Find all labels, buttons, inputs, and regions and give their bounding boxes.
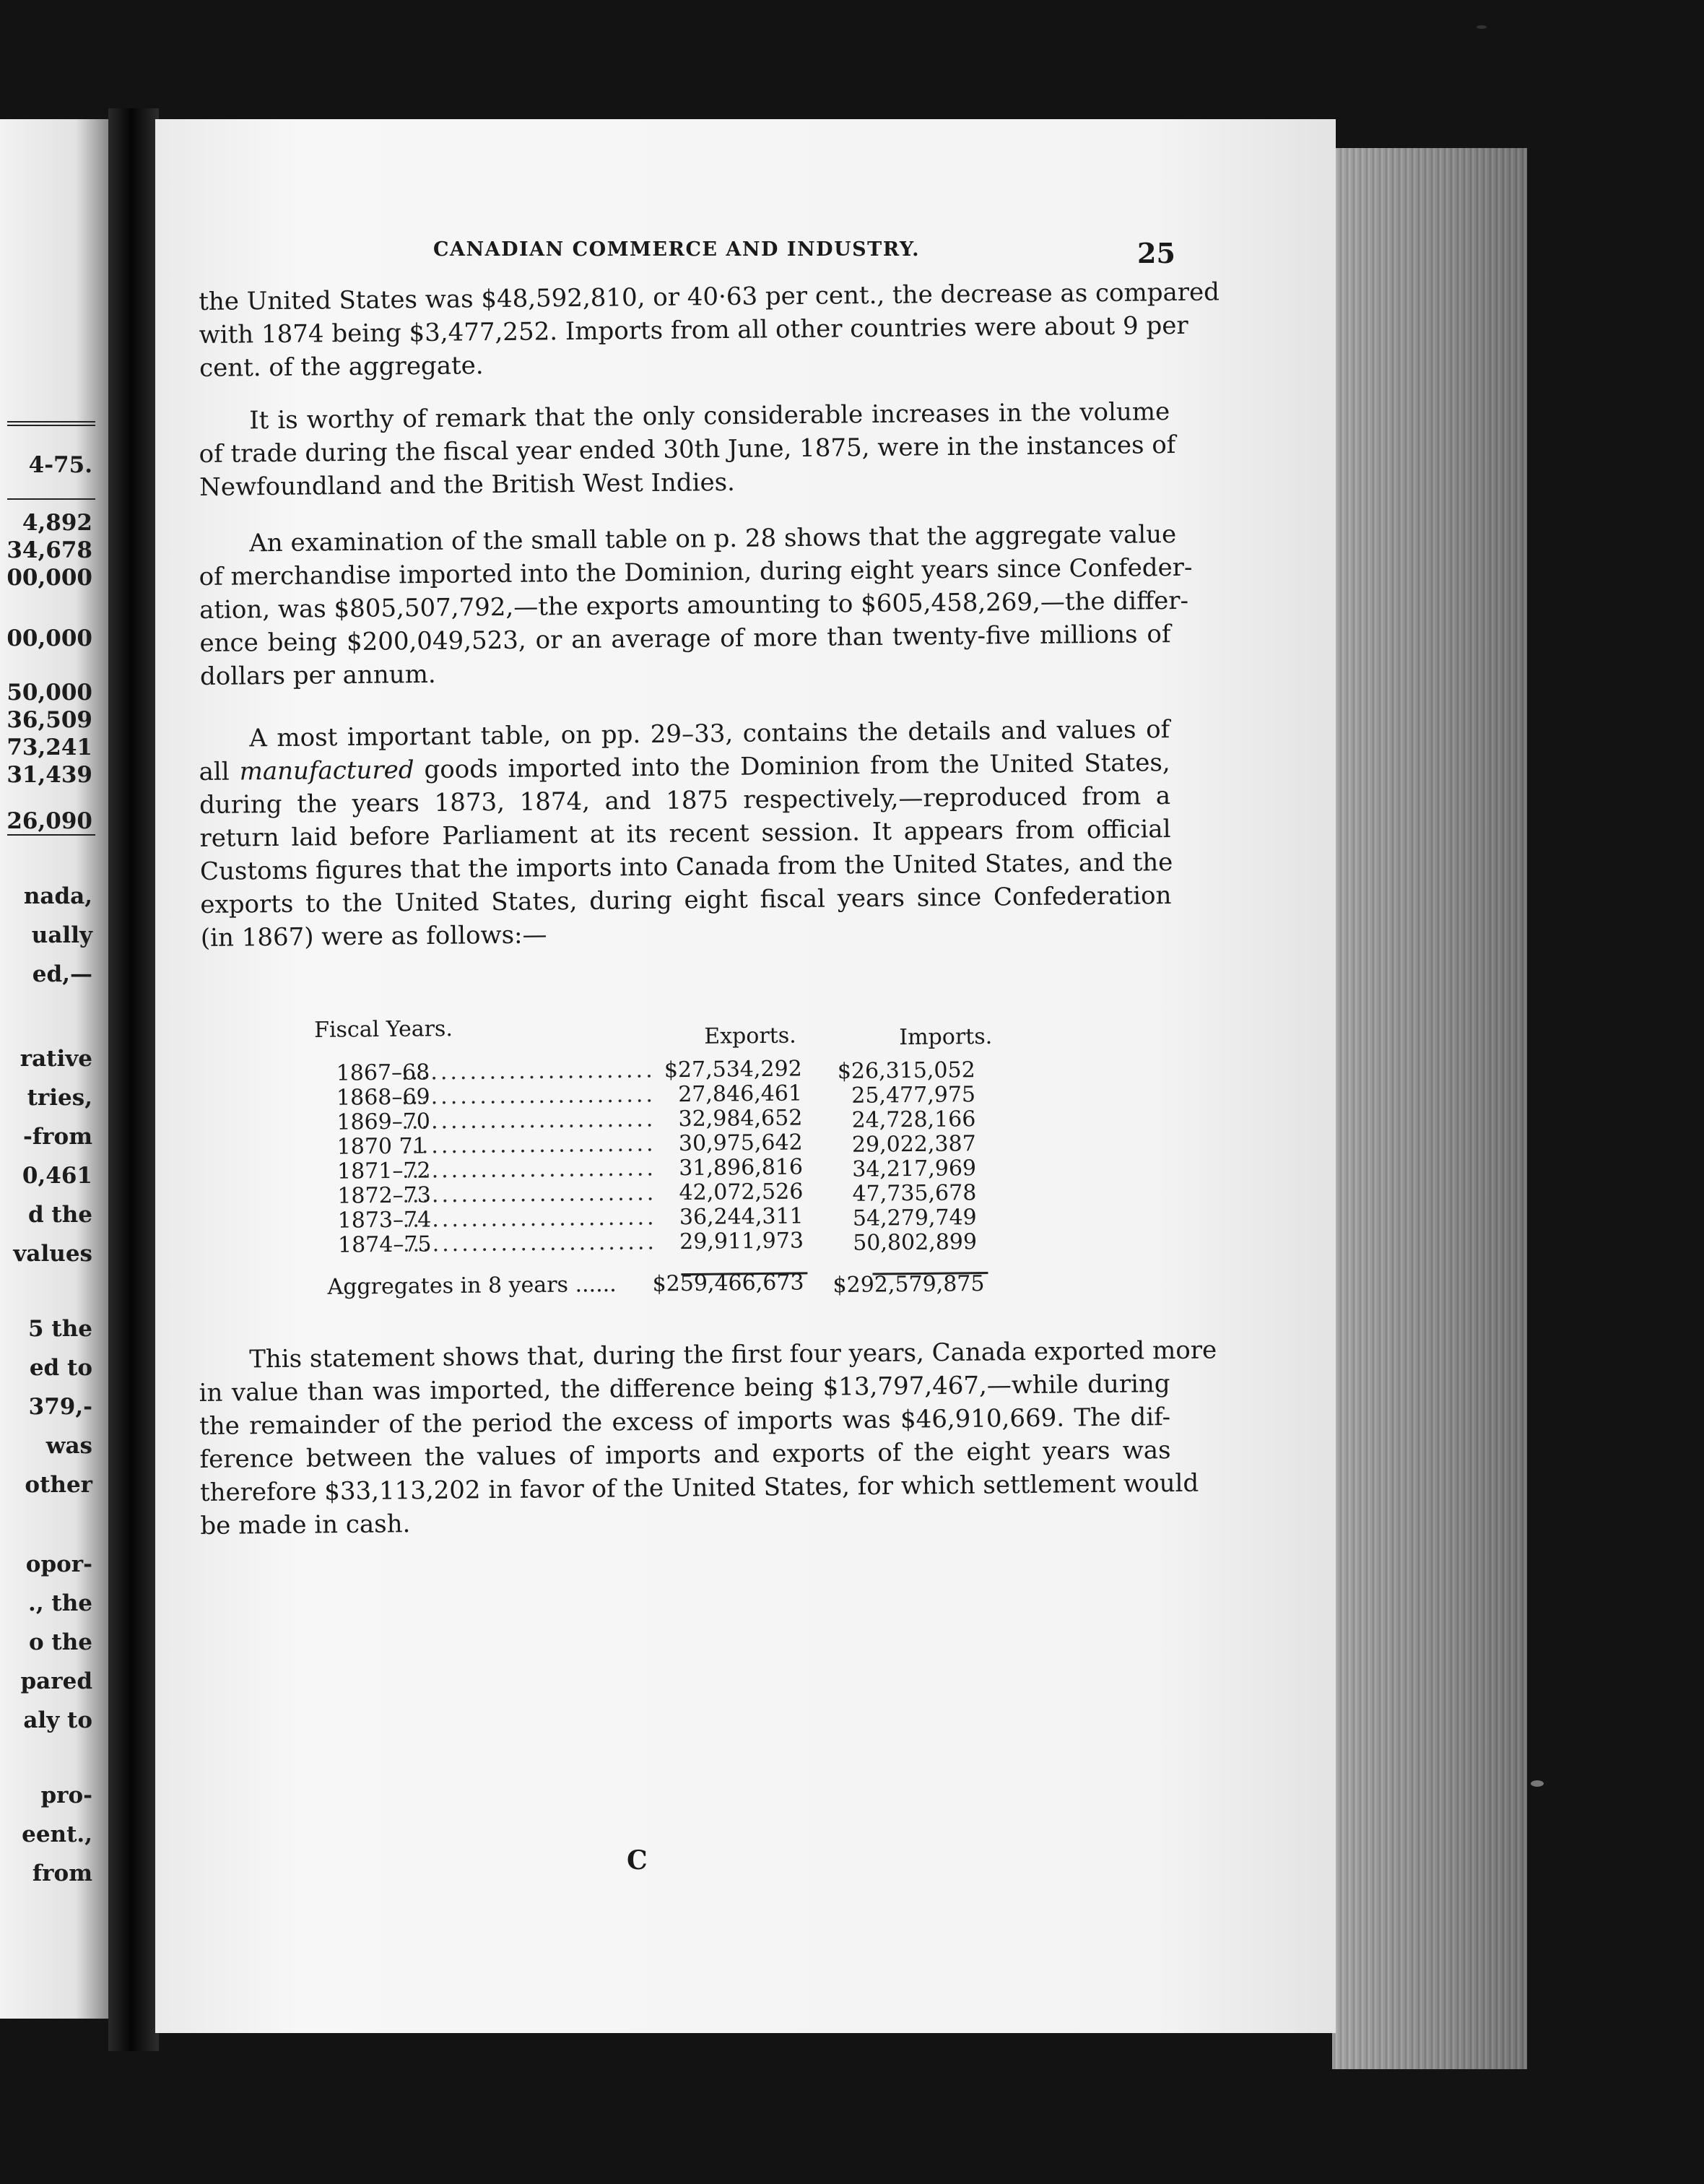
text-line: Newfoundland and the British West Indies. bbox=[199, 467, 736, 502]
facing-page-fragment: eent., bbox=[22, 1821, 92, 1847]
paragraph-2 bbox=[199, 395, 1176, 504]
imports-cell: 54,279,749 bbox=[852, 1205, 977, 1231]
fiscal-year-label: 1872–73 bbox=[337, 1182, 432, 1209]
text-line: (in 1867) were as follows:— bbox=[200, 920, 547, 953]
facing-page-fragment: from bbox=[32, 1860, 92, 1886]
text-line: exports to the United States, during eight fiscal years since Confederation bbox=[200, 881, 1172, 919]
imports-cell: 24,728,166 bbox=[851, 1106, 976, 1133]
aggregate-imports: $292,579,875 bbox=[833, 1271, 985, 1299]
film-speck bbox=[1477, 25, 1487, 29]
facing-page-fragment: 31,439 bbox=[6, 762, 92, 788]
imports-cell: $26,315,052 bbox=[837, 1057, 975, 1084]
facing-page-fragment: 00,000 bbox=[6, 625, 92, 651]
paragraph-4 bbox=[199, 713, 1172, 955]
fiscal-year-label: 1873–74 bbox=[337, 1207, 432, 1234]
leader-dots: .......................... bbox=[401, 1156, 657, 1184]
facing-page-fragment: d the bbox=[27, 1202, 92, 1228]
text-line: cent. of the aggregate. bbox=[199, 351, 484, 383]
paragraph-3 bbox=[199, 518, 1193, 693]
facing-page-rule bbox=[7, 425, 95, 426]
facing-page-fragment: o the bbox=[28, 1629, 92, 1655]
exports-cell: 32,984,652 bbox=[678, 1105, 803, 1132]
facing-page-fragment: aly to bbox=[23, 1707, 92, 1733]
facing-page-fragment: 0,461 bbox=[22, 1163, 92, 1189]
fiscal-year-label: 1870 71 bbox=[336, 1133, 427, 1160]
table-header bbox=[310, 1011, 1033, 1062]
text-fragment: goods imported into the Dominion from the United States, bbox=[414, 748, 1170, 785]
facing-page-fragment: 4,892 bbox=[22, 510, 92, 536]
exports-cell: 27,846,461 bbox=[678, 1080, 803, 1108]
facing-page-rule bbox=[7, 421, 95, 422]
column-header-imports: Imports. bbox=[899, 1023, 993, 1051]
facing-page-fragment: opor- bbox=[25, 1551, 92, 1577]
emphasis-word: manufactured bbox=[239, 755, 414, 786]
aggregate-exports: $259,466,673 bbox=[652, 1270, 804, 1297]
book-gutter bbox=[108, 108, 159, 2051]
leader-dots: .......................... bbox=[401, 1082, 656, 1110]
leader-dots: .......................... bbox=[402, 1205, 657, 1233]
running-title: CANADIAN COMMERCE AND INDUSTRY. bbox=[433, 238, 921, 261]
text-line: A most important table, on pp. 29–33, contains the details and values of bbox=[249, 715, 1170, 753]
column-header-year: Fiscal Years. bbox=[313, 1016, 453, 1043]
imports-cell: 29,022,387 bbox=[851, 1131, 976, 1158]
fiscal-year-label: 1867–68 bbox=[336, 1060, 430, 1086]
facing-page-fragment: ed,— bbox=[32, 961, 92, 987]
page-block-edge bbox=[1332, 148, 1527, 2069]
facing-page-fragment: values bbox=[13, 1241, 92, 1267]
facing-page-fragment: 00,000 bbox=[6, 565, 92, 591]
text-line: in value than was imported, the difference being $13,797,467,—while during bbox=[199, 1369, 1170, 1408]
facing-page-fragment: pro- bbox=[40, 1782, 92, 1808]
facing-page-fragment: was bbox=[45, 1433, 92, 1459]
text-line: ation, was $805,507,792,—the exports amounting to $605,458,269,—the differ- bbox=[199, 586, 1189, 625]
text-line: dollars per annum. bbox=[199, 659, 436, 691]
imports-cell: 47,735,678 bbox=[852, 1180, 977, 1207]
leader-dots: .......................... bbox=[401, 1057, 656, 1086]
text-line: This statement shows that, during the first four years, Canada exported more bbox=[249, 1335, 1217, 1374]
aggregate-label: Aggregates in 8 years ...... bbox=[327, 1271, 617, 1300]
leader-dots: .......................... bbox=[402, 1229, 658, 1257]
facing-page-fragment: 36,509 bbox=[6, 707, 92, 733]
text-line: of trade during the fiscal year ended 30th June, 1875, were in the instances of bbox=[199, 430, 1176, 469]
facing-page-fragment: pared bbox=[20, 1668, 92, 1694]
facing-page-fragment: tries, bbox=[27, 1085, 92, 1111]
signature-mark: C bbox=[627, 1845, 648, 1876]
exports-cell: 36,244,311 bbox=[679, 1203, 804, 1231]
trade-table bbox=[310, 1011, 1035, 1304]
page-number: 25 bbox=[1137, 237, 1175, 269]
text-line: ference between the values of imports and exports of the eight years was bbox=[199, 1436, 1171, 1474]
text-line: be made in cash. bbox=[200, 1509, 411, 1540]
text-line: return laid before Parliament at its recent session. It appears from official bbox=[199, 815, 1171, 853]
leader-dots: .......................... bbox=[401, 1106, 656, 1135]
fiscal-year-label: 1871–72 bbox=[336, 1158, 431, 1184]
text-line: ence being $200,049,523, or an average of more than twenty-five millions of bbox=[199, 620, 1171, 658]
facing-page-fragment: 73,241 bbox=[6, 734, 92, 760]
text-line: therefore $33,113,202 in favor of the United States, for which settlement would bbox=[199, 1468, 1199, 1507]
facing-page-fragment: 26,090 bbox=[6, 808, 92, 834]
film-speck bbox=[1531, 1780, 1544, 1787]
leader-dots: .......................... bbox=[401, 1131, 656, 1159]
facing-page-fragment: 5 the bbox=[28, 1316, 92, 1342]
facing-page-fragment: ed to bbox=[29, 1355, 92, 1381]
text-fragment: all bbox=[199, 757, 240, 786]
exports-cell: $27,534,292 bbox=[664, 1056, 802, 1083]
facing-page-edge bbox=[0, 119, 108, 2019]
exports-cell: 29,911,973 bbox=[679, 1228, 804, 1255]
exports-cell: 30,975,642 bbox=[678, 1130, 803, 1157]
facing-page-fragment: ., the bbox=[28, 1590, 92, 1616]
facing-page-fragment: 379,- bbox=[28, 1394, 92, 1420]
fiscal-year-label: 1868–69 bbox=[336, 1084, 430, 1111]
text-line: the remainder of the period the excess of imports was $46,910,669. The dif- bbox=[199, 1403, 1171, 1441]
facing-page-fragment: ually bbox=[31, 922, 92, 948]
fiscal-year-label: 1874–75 bbox=[337, 1231, 432, 1258]
text-line: the United States was $48,592,810, or 40·63 per cent., the decrease as compared bbox=[199, 277, 1220, 316]
facing-page-fragment: nada, bbox=[23, 883, 92, 909]
table-row bbox=[313, 1226, 1035, 1258]
facing-page-rule bbox=[7, 498, 95, 500]
facing-page-fragment: 50,000 bbox=[6, 680, 92, 706]
imports-cell: 50,802,899 bbox=[853, 1229, 978, 1256]
fiscal-year-label: 1869–70 bbox=[336, 1109, 431, 1135]
imports-cell: 25,477,975 bbox=[851, 1082, 976, 1109]
table-body bbox=[311, 1054, 1035, 1258]
text-line: with 1874 being $3,477,252. Imports from all other countries were about 9 per bbox=[199, 311, 1188, 350]
paragraph-5 bbox=[199, 1334, 1217, 1543]
text-line: of merchandise imported into the Dominion, during eight years since Confeder- bbox=[199, 552, 1193, 592]
facing-page-fragment: other bbox=[25, 1472, 92, 1498]
facing-page-fragment: rative bbox=[19, 1046, 92, 1072]
text-line: It is worthy of remark that the only considerable increases in the volume bbox=[249, 397, 1170, 436]
facing-page-fragment: -from bbox=[22, 1124, 92, 1150]
text-line: An examination of the small table on p. 28 shows that the aggregate value bbox=[249, 520, 1177, 558]
facing-page-fragment: 4-75. bbox=[28, 452, 92, 478]
paragraph-1 bbox=[199, 276, 1220, 385]
text-line: Customs figures that the imports into Canada from the United States, and the bbox=[199, 848, 1173, 886]
facing-page-fragment: 34,678 bbox=[6, 537, 92, 563]
exports-cell: 31,896,816 bbox=[679, 1154, 804, 1182]
leader-dots: .......................... bbox=[402, 1180, 657, 1208]
imports-cell: 34,217,969 bbox=[852, 1156, 977, 1182]
exports-cell: 42,072,526 bbox=[679, 1179, 804, 1206]
text-line: during the years 1873, 1874, and 1875 respectively,—reproduced from a bbox=[199, 781, 1171, 820]
column-header-exports: Exports. bbox=[704, 1023, 796, 1049]
